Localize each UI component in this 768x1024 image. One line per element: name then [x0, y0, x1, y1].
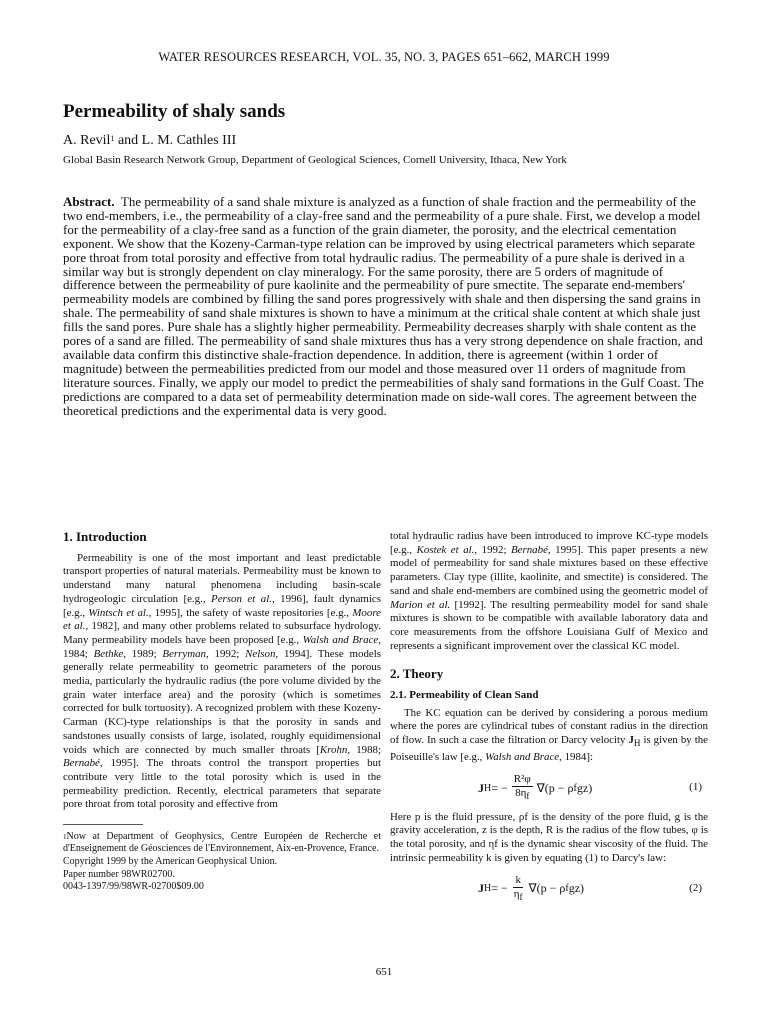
author-first: A. Revil	[63, 133, 111, 148]
copyright-notice: Copyright 1999 by the American Geophysical Union.	[63, 856, 278, 868]
intro-paragraph-continued: total hydraulic radius have been introduced to improve KC-type models [e.g., Kostek et al., 1992; Bernabé, 1995]. This paper presents a new model of permeability for sand shale mixtures based on these effective parameters. Clay type (illite, kaolinite, and smectite) is considered. The sand and shale end-members are combined using the geometric model of Marion et al. [1992]. The resulting permeability model for sand shale mixtures is shown to be compatible with available laboratory data and core measurements from the offshore Louisiana Gulf of Mexico and represents a significant improvement over the classical KC model.	[390, 530, 709, 652]
equation-number: (2)	[689, 881, 702, 894]
footnote-rule	[63, 824, 143, 825]
equation-2: J H = − $\frac{k}{\eta_f}$ ∇(p − ρ f gz) (2)	[478, 873, 702, 903]
abstract	[63, 195, 709, 418]
equation-number: (1)	[689, 780, 702, 793]
equation-1: J H = − $\frac{\text{R²φ}}{8\eta_f}$ ∇(p − ρ f gz) (1)	[478, 772, 702, 802]
subsection-heading: 2.1. Permeability of Clean Sand	[390, 689, 539, 702]
abstract-label: Abstract.	[63, 194, 115, 209]
affiliation: Global Basin Research Network Group, Department of Geological Sciences, Cornell University, Ithaca, New York	[63, 154, 567, 166]
theory-paragraph: The KC equation can be derived by considering a porous medium where the pores are cylindrical tubes of constant radius in the direction of flow. In such a case the filtration or Darcy velocity $J_H$ is given by the Poiseuille's law [e.g., Walsh and Brace, 1984]:	[390, 706, 709, 764]
author-rest: and L. M. Cathles III	[114, 133, 237, 148]
theory-paragraph-2: Here p is the fluid pressure, ρf is the density of the pore fluid, g is the gravity acceleration, z is the depth, R is the radius of the flow tubes, φ is the total porosity, and ηf is the dynamic shear viscosity of the fluid. The intrinsic permeability k is given by equating (1) to Darcy's law:	[390, 810, 708, 864]
paper-number: Paper number 98WR02700. 0043-1397/99/98WR-02700$09.00	[63, 868, 204, 892]
paper-title: Permeability of shaly sands	[63, 101, 286, 122]
right-column	[390, 530, 708, 912]
left-column	[63, 530, 381, 893]
author-line	[63, 133, 236, 149]
journal-header: WATER RESOURCES RESEARCH, VOL. 35, NO. 3, PAGES 651–662, MARCH 1999	[158, 50, 610, 64]
issn: 0043-1397/99/98WR-02700$09.00	[63, 880, 204, 892]
section-heading-introduction: 1. Introduction	[63, 529, 147, 544]
section-heading-theory: 2. Theory	[390, 666, 444, 682]
page-number: 651	[375, 966, 393, 978]
footnote: $^1$Now at Department of Geophysics, Centre Européen de Recherche et d'Enseignement de Géosciences de l'Environnement, Aix-en-Provence, France.	[63, 831, 381, 855]
intro-paragraph: Permeability is one of the most important and least predictable transport properties of natural materials. Permeability must be known to understand many natural phenomena including basin-scale hydrogeologic circulation [e.g., Person et al., 1996], fault dynamics [e.g., Wintsch et al., 1995], the safety of waste repositories [e.g., Moore et al., 1982], and many other problems related to subsurface hydrology. Many permeability models have been proposed [e.g., Walsh and Brace, 1984; Bethke, 1989; Berryman, 1992; Nelson, 1994]. These models generally relate permeability to geometric parameters of the porous media, particularly the hydraulic radius (the pore volume divided by the grain water interface area) and the porosity (which is sometimes corrected for bulk tortuosity). A recognized problem with these Kozeny-Carman (KC)-type relationships is that the porosity in sands and sandstones usually consists of large, isolated, roughly equidimensional voids which are connected by much smaller throats [Krohn, 1988; Bernabé, 1995]. The throats control the transport properties but contribute very little to the total porosity which is used in the permeability prediction. Recently, electrical parameters that separate pore throat from total porosity and effective from	[63, 551, 381, 811]
abstract-text: The permeability of a sand shale mixture is analyzed as a function of shale fraction and the permeability of the two end-members, i.e., the permeability of a clay-free sand and the permeability of a pure shale. First, we develop a model for the permeability of a clay-free sand as a function of the grain diameter, the porosity, and the electrical cementation exponent. We show that the Kozeny-Carman-type relation can be improved by using electrical parameters which separate pore throat from total porosity and effective from total hydraulic radius. The permeability of a pure shale is derived in a similar way but is strongly dependent on clay mineralogy. For the same porosity, there are 5 orders of magnitude of difference between the permeability of pure kaolinite and the permeability of pure smectite. The separate end-members' permeability models are combined by filling the sand pores progressively with shale and then dispersing the sand grains in shale. The permeability of sand shale mixtures is shown to have a minimum at the critical shale content at which shale just fills the sand pores. Pure shale has a slightly higher permeability. Permeability decreases sharply with shale content as the pores of a sand are filled. The permeability of sand shale mixtures thus has a very strong dependence on shale fraction, and available data confirm this distinctive shale-fraction dependence. In addition, there is agreement (within 1 order of magnitude) between the permeabilities predicted from our model and those measured over 11 orders of magnitude from literature sources. Finally, we apply our model to predict the permeabilities of shaly sand formations in the Gulf Coast. The predictions are compared to a data set of permeability determination made on side-wall cores. The agreement between the theoretical predictions and the experimental data is very good.	[63, 194, 704, 418]
footnote-mark: 1	[110, 134, 115, 143]
